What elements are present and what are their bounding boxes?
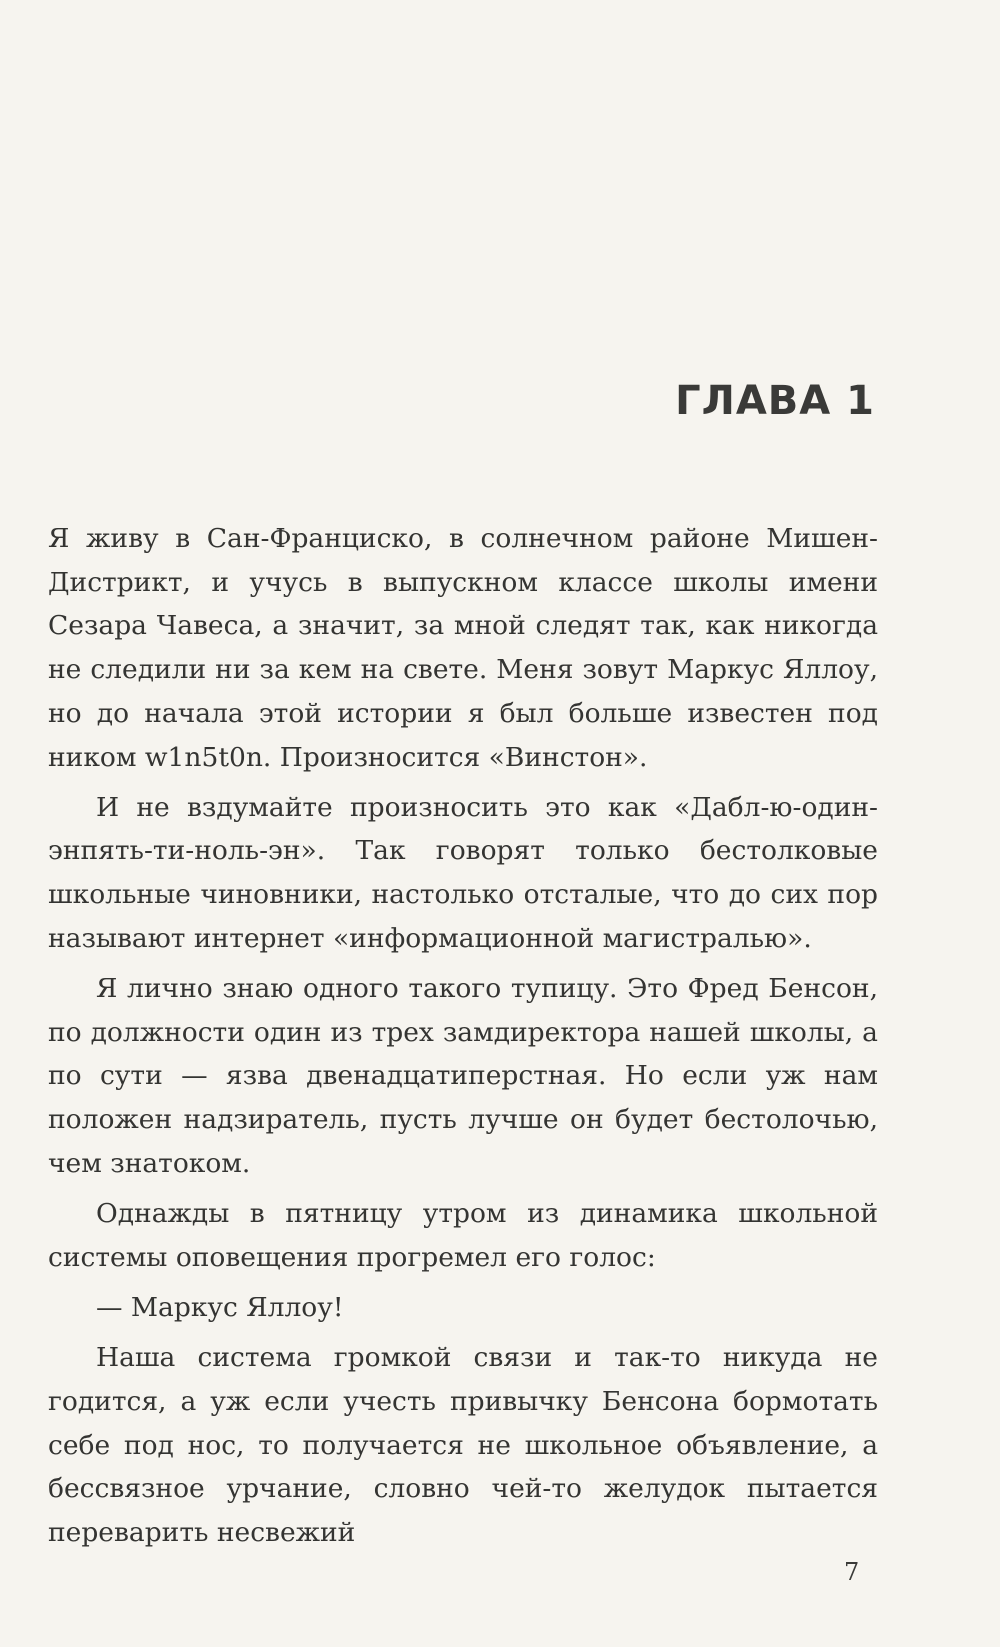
body-text [48,517,878,1561]
paragraph-1: Я живу в Сан-Франциско, в солнечном районе Мишен-Дистрикт, и учусь в выпускном классе школы имени Сезара Чавеса, а значит, за мной следят так, как никогда не следили ни за кем на свете. Меня зовут Маркус Яллоу, но до начала этой истории я был больше известен под ником w1n5t0n. Произносится «Винстон». [48,523,878,773]
paragraph-4: Однажды в пятницу утром из динамика школьной системы оповещения прогремел его голос: [48,1198,878,1273]
chapter-title: ГЛАВА 1 [675,378,875,424]
paragraph-2: И не вздумайте произносить это как «Дабл-ю-один-энпять-ти-ноль-эн». Так говорят только бестолковые школьные чиновники, настолько отсталые, что до сих пор называют интернет «информационной магистралью». [48,791,878,954]
paragraph-5-dialogue: — Маркус Яллоу! [96,1291,344,1323]
page-number: 7 [844,1558,860,1586]
paragraph-6: Наша система громкой связи и так-то никуда не годится, а уж если учесть привычку Бенсона бормотать себе под нос, то получается не школьное объявление, а бессвязное урчание, словно чей-то желудок пытается переварить несвежий [48,1342,878,1548]
paragraph-3: Я лично знаю одного такого тупицу. Это Фред Бенсон, по должности один из трех замдиректора нашей школы, а по сути — язва двенадцатиперстная. Но если уж нам положен надзиратель, пусть лучше он будет бестолочью, чем знатоком. [48,973,878,1179]
